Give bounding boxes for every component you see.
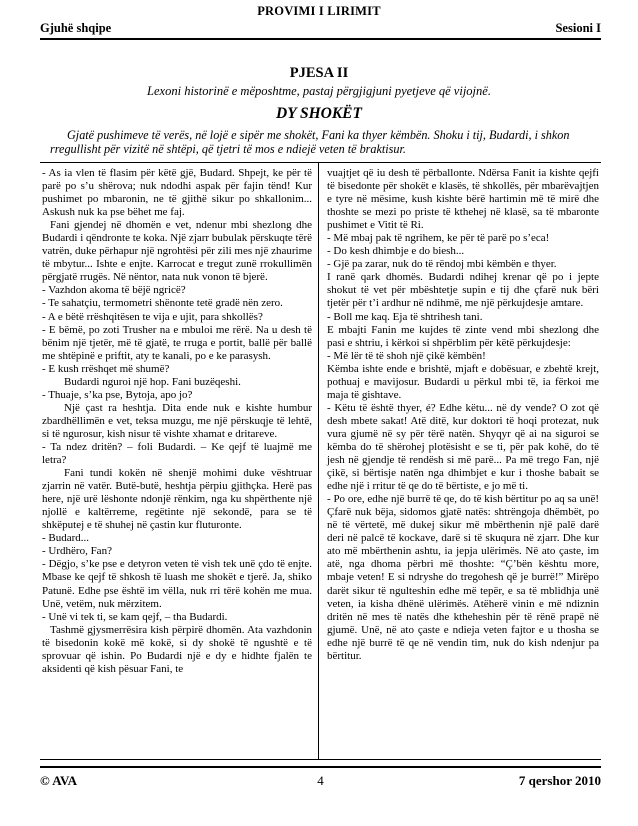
part-instructions: Lexoni historinë e mëposhtme, pastaj përgjigjuni pyetjeve që vijojnë. (147, 84, 491, 98)
exam-title: PROVIMI I LIRIMIT (257, 4, 381, 18)
exam-date: 7 qershor 2010 (518, 773, 601, 788)
paragraph: - Te sahatçiu, termometri shënonte tetë gradë nën zero. (42, 297, 283, 310)
paragraph: - E kush rrëshqet më shumë? (42, 362, 170, 375)
paragraph: - Gjë pa zarar, nuk do të rëndoj mbi këmbën e thyer. (327, 258, 557, 271)
part-title: PJESA II (289, 65, 349, 81)
paragraph: - Urdhëro, Fan? (42, 545, 112, 558)
column-divider (318, 163, 319, 759)
story-text-box (40, 162, 601, 760)
page-number: 4 (317, 773, 324, 788)
paragraph: Fani tundi kokën në shenjë mohimi duke vështruar zjarrin në vatër. Butë-butë, heshtja përpiu gjithçka. Herë pas here, një urë lëshonte ndonjë rënkim, nga ku shpërthente një njollë e kaltërreme, regëtinte një sekondë, para se të shkëputej e të shuhej në çastin kur fluturonte. (42, 467, 312, 532)
paragraph: Tashmë gjysmerrësira kish përpirë dhomën. Ata vazhdonin të bisedonin kokë më kokë, si dy shokë të ngushtë e të sprovuar që ishin. Po Budardi një e dy e hidhte fjalën te aksidenti që kish pësuar Fani, te (42, 623, 312, 675)
story-intro: Gjatë pushimeve të verës, në lojë e sipër me shokët, Fani ka thyer këmbën. Shoku i tij, Budardi, i shkon rregullisht për vizitë në shtëpi, që tjetri të mos e ndiejë veten të braktisur. (50, 128, 570, 157)
left-column (42, 167, 312, 676)
story-title: DY SHOKËT (276, 105, 362, 122)
paragraph: - Unë vi tek ti, se kam qejf, – tha Budardi. (42, 610, 228, 623)
paragraph: - As ia vlen të flasim për këtë gjë, Budard. Shpejt, ke për të parë po s’u shërova; nuk ndodhi aspak për fajin tënd! Kur pushimet po mbaronin, ne të gjithë sikur po shkallonim... Askush nuk ka pse bëhet me faj. (42, 167, 312, 219)
paragraph: I ranë qark dhomës. Budardi ndihej krenar që po i jepte shokut të vet për mbështetje supin e tij dhe çfarë nuk bëri tjetër për t’i ardhur në ndihmë, me një përkujdesje amtare. (327, 271, 599, 310)
paragraph: - A e bëtë rrëshqitësen te vija e ujit, para shkollës? (42, 310, 263, 323)
paragraph: Një çast ra heshtja. Dita ende nuk e kishte humbur zbardhëllimën e vet, teksa muzgu, me një përskuqje të lehtë, si të ngurosur, kish nisur të vishte xhamat e dritareve. (42, 401, 312, 440)
paragraph: - Ta ndez dritën? – foli Budardi. – Ke qejf të luajmë me letra? (42, 440, 312, 467)
paragraph: - Boll me kaq. Eja të shtrihesh tani. (327, 310, 483, 323)
paragraph: - Do kesh dhimbje e do biesh... (327, 245, 465, 258)
paragraph: - Budard... (42, 532, 90, 545)
paragraph: E mbajti Fanin me kujdes të zinte vend mbi shezlong dhe pasi e shtriu, i kërkoi si shpërblim për këtë përkujdesje: (327, 323, 599, 349)
header-divider (40, 38, 601, 40)
page-header (40, 21, 601, 37)
subject-label: Gjuhë shqipe (40, 21, 112, 35)
page-footer (40, 773, 601, 791)
paragraph: Fani gjendej në dhomën e vet, ndenur mbi shezlong dhe Budardi i qëndronte te koka. Një zjarr bubulak përskuqte tërë vatrën, duke përhapur një ngrohtësi për zili mes një zhaurime të mbytur... Ishte e enjte. Karrocat e tregut zunë rrokullimën përgjatë rrugës. Në nëntor, nata nuk vonon të bjerë. (42, 219, 313, 284)
paragraph: - E bëmë, po zoti Trusher na e mbuloi me rërë. Na u desh të bënim një tjetër, më të gjatë, te rruga e portit, ballë për ballë me shtëpinë e priftit, aty te kanali, po e ke parasysh. (42, 323, 312, 362)
paragraph: - Vazhdon akoma të bëjë ngricë? (42, 284, 186, 297)
session-label: Sesioni I (555, 21, 601, 35)
copyright-label: © AVA (40, 773, 78, 788)
paragraph: - Më mbaj pak të ngrihem, ke për të parë po s’eca! (327, 232, 550, 245)
footer-divider (40, 766, 601, 768)
paragraph: - Këtu të është thyer, é? Edhe këtu... në dy vende? O zot që desh mbete sakat! Atë ditë, kur doktori të hoqi protezat, nuk vura gjumë në sy për tërë natën. Shyqyr që ai na siguroi se këmba do të shërohej plotësisht e se ti, për pak kohë, do të jesh në gjendje të rendësh si më parë... Pa më trego Fan, një çikë, si bërtisje natën nga dhimbjet e kur i thoshe babait se edhe një i rritur të qe do të bërtiste, e jo më ti. (327, 401, 599, 493)
paragraph: - Dëgjo, s’ke pse e detyron veten të vish tek unë çdo të enjte. Mbase ke qejf të shkosh të luash me shokët e tjerë. Ja, shiko Patunë. Edhe pse është im vëlla, nuk rri tërë kohën me mua. Unë, vetëm, nuk mërzitem. (42, 558, 312, 610)
paragraph: - Më lër të të shoh një çikë këmbën! (327, 349, 486, 362)
right-column (327, 167, 599, 663)
paragraph: - Thuaje, s’ka pse, Bytoja, apo jo? (42, 388, 193, 401)
paragraph: Këmba ishte ende e brishtë, mjaft e dobësuar, e zbehtë krejt, pothuaj e mavijosur. Budardi u përkul mbi të, ia fërkoi me maja të gishtave. (327, 362, 599, 401)
paragraph: vuajtjet që iu desh të përballonte. Ndërsa Fanit ia kishte qejfi të bisedonte për shokët e klasës, të shkollës, për mbarëvajtjen e tyre në mësime, kush kishte bërë hartimin më të mirë dhe thoshte se mezi po priste të kthehej në klasë, sa të mbaronte pushimet e Vitit të Ri. (327, 167, 599, 232)
paragraph: Budardi nguroi një hop. Fani buzëqeshi. (64, 375, 241, 388)
paragraph: - Po ore, edhe një burrë të qe, do të kish bërtitur po aq sa unë! Çfarë nuk bëja, sidomos gjatë natës: shtrëngoja dhëmbët, po në të vërtetë, më dukej sikur më mbërthenin një palë darë deri në palcë të kockave, darë si të skuqura në zjarr. Dhe kur ato më mbërthenin ashtu, ia jepja ulërimës. Në ato çaste, im atë, nga dhoma përbri më thoshte: “Ç’bën kështu more, mbaje veten! E si ndryshe do tregohesh që je burrë!” Mirëpo darët sikur të ngulteshin edhe më tepër, e sa të mblidhja unë veten, ia kisha dhënë ulërimës. Atëherë vinin e më ndiznin dritën në mes të natës dhe ktheheshin për të rënë prapë në gjumë. Unë, në ato çaste e ndieja veten fajtor e u thosha se edhe një burrë të qe në vendin tim, nuk do kish ndenjur pa bërtitur. (327, 493, 599, 662)
